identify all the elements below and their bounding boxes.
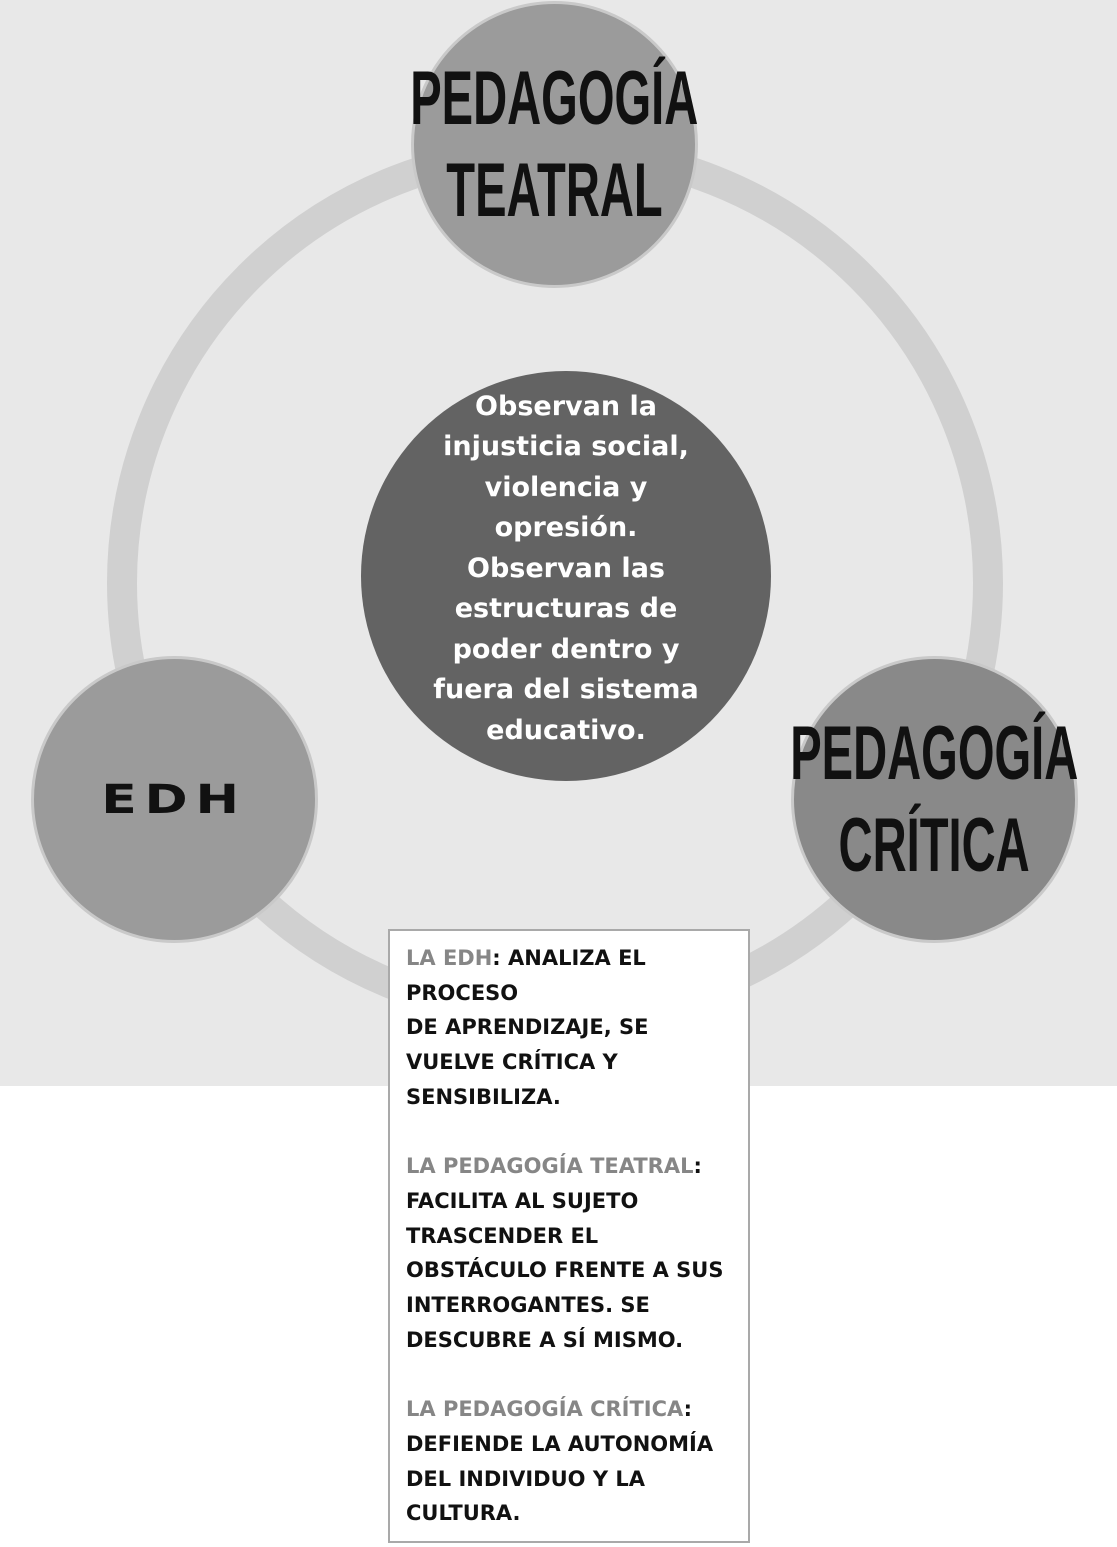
legend-edh: [406, 941, 748, 1115]
center-line: violencia y: [484, 471, 648, 503]
legend-teatral-colon: :: [693, 1154, 702, 1179]
legend-teatral-line: FACILITA AL SUJETO: [406, 1188, 639, 1213]
legend-critica-colon: :: [683, 1397, 693, 1422]
legend-spacer: [406, 1115, 748, 1150]
legend-teatral-heading: [406, 1149, 748, 1184]
center-line: fuera del sistema: [433, 674, 699, 706]
legend-edh-label: LA EDH: [406, 946, 493, 970]
legend-critica-label: LA PEDAGOGÍA CRÍTICA: [406, 1397, 684, 1422]
center-line: poder dentro y: [452, 633, 680, 665]
center-line: injusticia social,: [443, 431, 689, 463]
node-pedagogia-critica: [791, 656, 1078, 943]
legend-edh-line: VUELVE CRÍTICA Y: [406, 1050, 618, 1075]
center-line: opresión.: [494, 512, 638, 544]
center-line: educativo.: [486, 714, 646, 746]
legend-textbox: [388, 929, 750, 1543]
center-line: estructuras de: [454, 593, 678, 625]
legend-critica-line: DEFIENDE LA AUTONOMÍA: [406, 1431, 714, 1456]
legend-critica: [406, 1392, 748, 1531]
legend-critica-line: CULTURA.: [406, 1501, 521, 1526]
legend-teatral-line: DESCUBRE A SÍ MISMO.: [406, 1327, 684, 1352]
node-edh: [31, 656, 318, 943]
node-pedagogia-teatral: [411, 1, 698, 288]
legend-critica-heading: [406, 1392, 748, 1427]
center-line: Observan las: [467, 552, 665, 584]
legend-spacer: [406, 1357, 748, 1392]
legend-edh-line: DE APRENDIZAJE, SE: [406, 1015, 649, 1040]
legend-teatral: [406, 1149, 748, 1357]
node-top-line-1: PEDAGOGÍA: [410, 55, 699, 141]
legend-teatral-line: TRASCENDER EL: [406, 1223, 599, 1248]
node-left-label: EDH: [101, 776, 248, 823]
node-right-line-2: CRÍTICA: [838, 802, 1031, 888]
node-center-description: [361, 371, 771, 781]
legend-edh-text: : ANALIZA EL: [492, 946, 646, 970]
center-text: [396, 387, 736, 752]
node-top-line-2: TEATRAL: [446, 147, 663, 233]
legend-teatral-line: OBSTÁCULO FRENTE A SUS: [406, 1258, 724, 1283]
legend-teatral-line: INTERROGANTES. SE: [406, 1293, 650, 1318]
legend-critica-line: DEL INDIVIDUO Y LA: [406, 1466, 645, 1491]
node-right-line-1: PEDAGOGÍA: [790, 710, 1079, 796]
legend-edh-line: PROCESO: [406, 980, 519, 1005]
center-line: Observan la: [475, 390, 657, 422]
legend-edh-line-1: [406, 941, 748, 976]
legend-edh-line: SENSIBILIZA.: [406, 1084, 561, 1109]
legend-teatral-label: LA PEDAGOGÍA TEATRAL: [406, 1154, 694, 1179]
